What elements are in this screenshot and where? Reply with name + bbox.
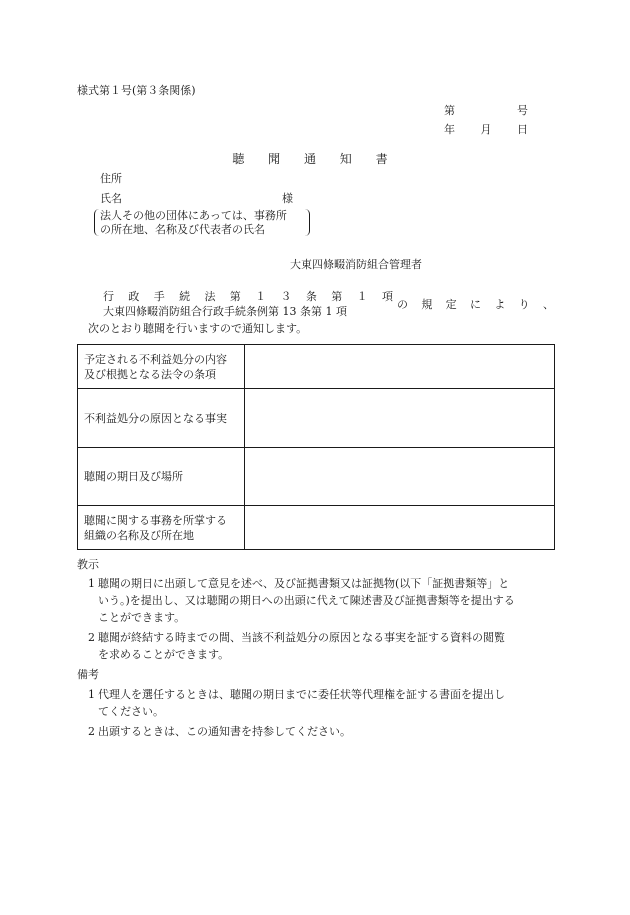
remarks-heading: 備考 bbox=[77, 668, 99, 681]
name-label: 氏名 bbox=[100, 192, 122, 205]
form-label: 様式第１号(第３条関係) bbox=[77, 84, 196, 97]
table-row bbox=[78, 506, 555, 550]
date-day: 日 bbox=[517, 123, 528, 136]
instruction-item bbox=[88, 629, 558, 663]
law-char: 政 bbox=[128, 290, 140, 303]
label-line: 予定される不利益処分の内容 bbox=[84, 352, 227, 366]
item-line: 聴聞が終結する時までの間、当該不利益処分の原因となる事実を証する資料の閲覧 bbox=[98, 631, 505, 644]
law-char: １ bbox=[356, 290, 368, 303]
table-row bbox=[78, 448, 555, 506]
instructions-heading: 教示 bbox=[77, 558, 99, 571]
table-value-cell[interactable] bbox=[245, 345, 555, 389]
number-prefix: 第 bbox=[444, 104, 455, 117]
label-line: 組織の名称及び所在地 bbox=[84, 528, 194, 542]
number-suffix: 号 bbox=[517, 104, 528, 117]
law-char: １ bbox=[255, 290, 267, 303]
law-char: 手 bbox=[153, 290, 165, 303]
address-label: 住所 bbox=[100, 172, 122, 185]
law-tail-char: よ bbox=[494, 298, 506, 311]
law-tail-char: に bbox=[469, 298, 481, 311]
law-reference-line2: 大東四條畷消防組合行政手続条例第 13 条第 1 項 bbox=[103, 305, 347, 318]
date-year: 年 bbox=[444, 123, 455, 136]
item-number: 2 bbox=[88, 631, 95, 644]
item-line: いう。)を提出し、又は聴聞の期日への出頭に代えて陳述書及び証拠書類等を提出する bbox=[98, 594, 515, 607]
table-value-cell[interactable] bbox=[245, 448, 555, 506]
item-line: てください。 bbox=[98, 705, 164, 718]
table-value-cell[interactable] bbox=[245, 389, 555, 448]
label-line: 聴聞に関する事務を所掌する bbox=[84, 513, 227, 527]
document-title: 聴 聞 通 知 書 bbox=[232, 152, 398, 166]
notification-text: 次のとおり聴聞を行いますので通知します。 bbox=[88, 322, 308, 335]
law-tail-char: 、 bbox=[542, 298, 554, 311]
law-reference-tail bbox=[397, 298, 554, 312]
remark-item bbox=[88, 686, 558, 720]
table-label-cell bbox=[78, 448, 245, 506]
document-number-line bbox=[444, 104, 528, 118]
date-line bbox=[444, 123, 528, 137]
law-char: 項 bbox=[381, 290, 393, 303]
label-line: 及び根拠となる法令の条項 bbox=[84, 367, 216, 381]
label-line: 聴聞の期日及び場所 bbox=[84, 470, 183, 483]
law-char: 法 bbox=[204, 290, 216, 303]
item-line: 代理人を選任するときは、聴聞の期日までに委任状等代理権を証する書面を提出し bbox=[98, 688, 505, 701]
law-reference-line1 bbox=[103, 290, 393, 304]
law-tail-char: の bbox=[397, 298, 408, 311]
law-char: 第 bbox=[229, 290, 241, 303]
sender-name: 大東四條畷消防組合管理者 bbox=[290, 258, 422, 271]
date-month: 月 bbox=[480, 123, 492, 136]
table-label-cell bbox=[78, 506, 245, 550]
law-char: 第 bbox=[331, 290, 343, 303]
table-value-cell[interactable] bbox=[245, 506, 555, 550]
item-number: 1 bbox=[88, 688, 95, 701]
item-line: を求めることができます。 bbox=[98, 648, 230, 661]
law-tail-char: 規 bbox=[421, 298, 433, 311]
item-line: ことができます。 bbox=[98, 611, 186, 624]
law-char: 行 bbox=[103, 290, 114, 303]
table-row bbox=[78, 345, 555, 389]
honorific: 様 bbox=[282, 192, 293, 205]
law-tail-char: 定 bbox=[445, 298, 457, 311]
label-line: 不利益処分の原因となる事実 bbox=[84, 411, 227, 425]
item-number: 2 bbox=[88, 725, 95, 738]
law-char: ３ bbox=[280, 290, 292, 303]
law-char: 続 bbox=[179, 290, 191, 303]
item-line: 出頭するときは、この通知書を持参してください。 bbox=[98, 725, 351, 738]
law-tail-char: り bbox=[518, 298, 530, 311]
table-row bbox=[78, 389, 555, 448]
table-label-cell bbox=[78, 345, 245, 389]
item-line: 聴聞の期日に出頭して意見を述べ、及び証拠書類又は証拠物(以下「証拠書類等」と bbox=[98, 577, 510, 590]
instruction-item bbox=[88, 575, 558, 626]
table-label-cell bbox=[78, 389, 245, 448]
organization-note-line1: 法人その他の団体にあっては、事務所 bbox=[100, 209, 287, 222]
law-char: 条 bbox=[305, 290, 317, 303]
organization-note-line2: の所在地、名称及び代表者の氏名 bbox=[100, 223, 265, 236]
hearing-info-table bbox=[77, 344, 555, 550]
remark-item bbox=[88, 723, 558, 740]
item-number: 1 bbox=[88, 577, 95, 590]
